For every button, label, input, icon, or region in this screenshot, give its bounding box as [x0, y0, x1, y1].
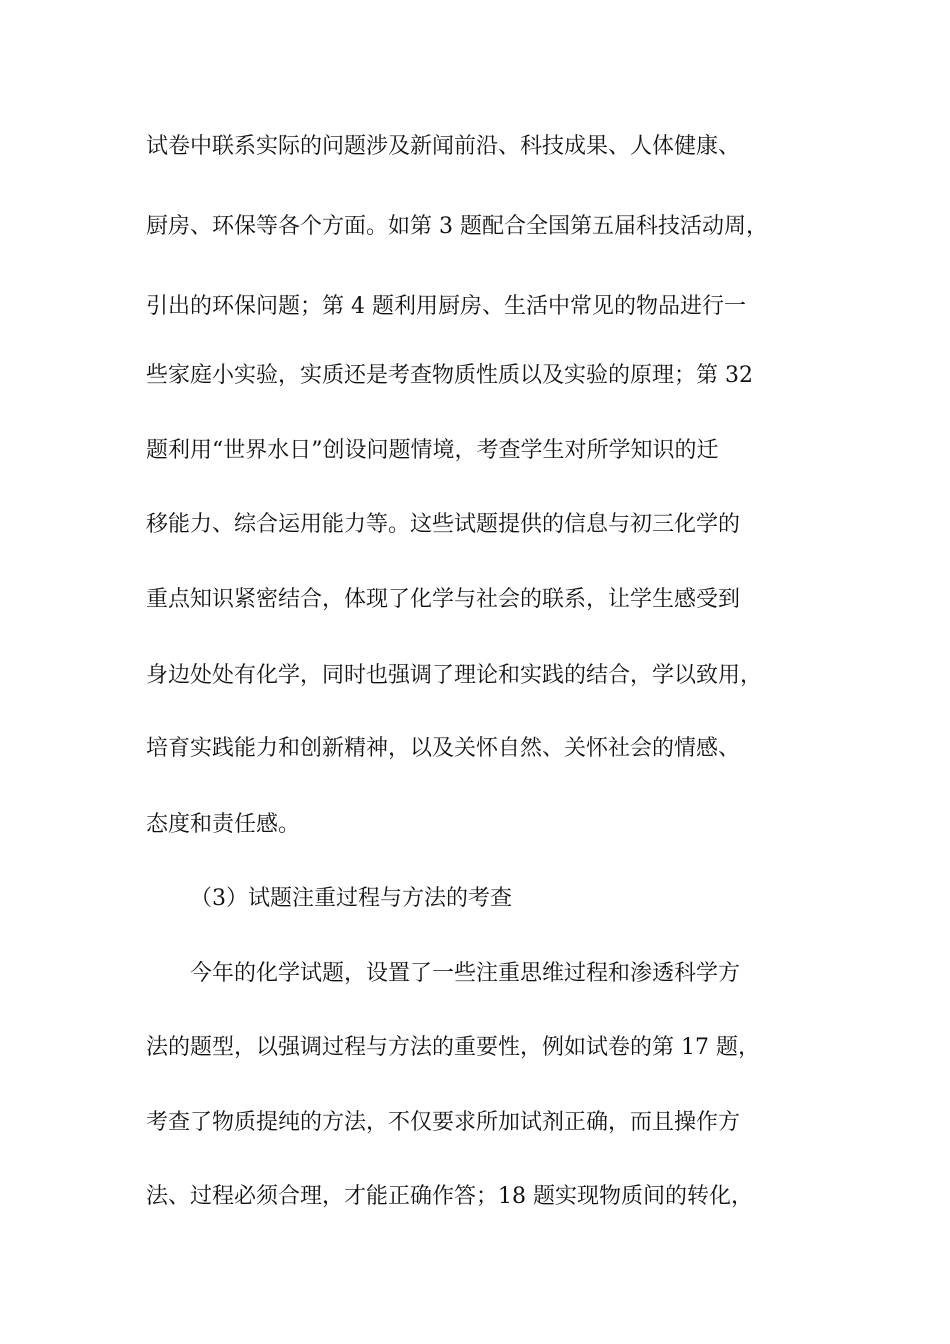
paragraph-2-line-4: 法、过程必须合理，才能正确作答；18 题实现物质间的转化， [146, 1184, 753, 1209]
paragraph-2-line-2: 法的题型，以强调过程与方法的重要性，例如试卷的第 17 题， [146, 1035, 760, 1060]
paragraph-1-line-1: 试卷中联系实际的问题涉及新闻前沿、科技成果、人体健康、 [146, 134, 741, 159]
section-heading: （3）试题注重过程与方法的考查 [190, 886, 512, 911]
paragraph-1-line-5: 题利用“世界水日”创设问题情境，考查学生对所学知识的迁 [146, 438, 719, 463]
paragraph-1-line-10: 态度和责任感。 [146, 812, 301, 837]
paragraph-1-line-3: 引出的环保问题；第 4 题利用厨房、生活中常见的物品进行一 [146, 294, 746, 319]
paragraph-1-line-8: 身边处处有化学，同时也强调了理论和实践的结合，学以致用， [146, 663, 763, 688]
paragraph-1-line-7: 重点知识紧密结合，体现了化学与社会的联系，让学生感受到 [146, 587, 741, 612]
paragraph-1-line-6: 移能力、综合运用能力等。这些试题提供的信息与初三化学的 [146, 512, 741, 537]
paragraph-2-line-3: 考查了物质提纯的方法，不仅要求所加试剂正确，而且操作方 [146, 1110, 741, 1135]
paragraph-1-line-2: 厨房、环保等各个方面。如第 3 题配合全国第五届科技活动周， [146, 214, 768, 239]
paragraph-1-line-9: 培育实践能力和创新精神，以及关怀自然、关怀社会的情感、 [146, 736, 741, 761]
paragraph-1-line-4: 些家庭小实验，实质还是考查物质性质以及实验的原理；第 32 [146, 363, 753, 388]
paragraph-2-line-1: 今年的化学试题，设置了一些注重思维过程和渗透科学方 [190, 961, 741, 986]
